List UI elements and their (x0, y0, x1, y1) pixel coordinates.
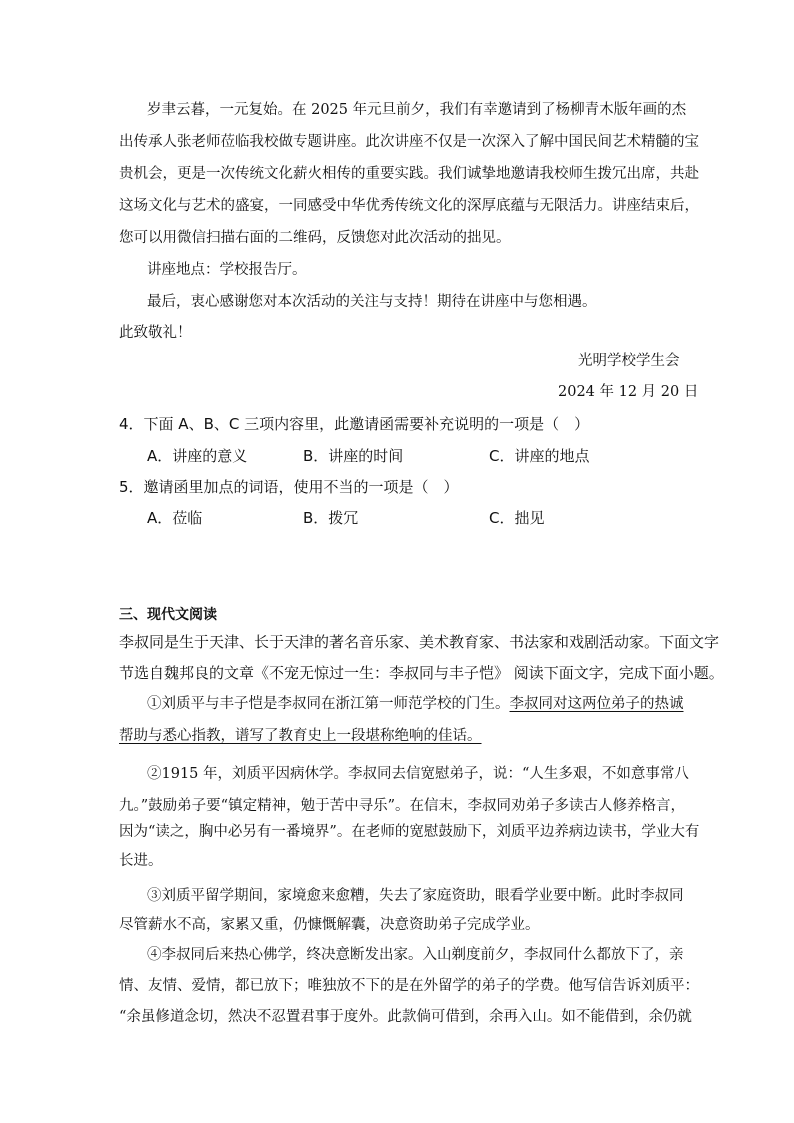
question-4-option-a[interactable]: A．讲座的意义 (147, 447, 248, 465)
letter-line-4: 这场文化与艺术的盛宴，一同感受中华优秀传统文化的深厚底蕴与无限活力。讲座结束后， (119, 198, 699, 214)
question-5-option-a[interactable]: A．莅临 (147, 509, 203, 527)
letter-venue: 讲座地点：学校报告厅。 (147, 262, 307, 278)
letter-line-2: 出传承人张老师莅临我校做专题讲座。此次讲座不仅是一次深入了解中国民间艺术精髓的宝 (119, 134, 699, 150)
paragraph-4-line-1: ④李叔同后来热心佛学，终决意断发出家。入山剃度前夕，李叔同什么都放下了，亲 (147, 947, 684, 963)
paragraph-2-line-2: 九。”鼓励弟子要“镇定精神，勉于苦中寻乐”。在信末，李叔同劝弟子多读古人修养格言， (119, 798, 685, 814)
letter-line-1: 岁聿云暮，一元复始。在 2025 年元旦前夕，我们有幸邀请到了杨柳青木版年画的杰 (147, 102, 687, 118)
question-4-stem: 4．下面 A、B、C 三项内容里，此邀请函需要补充说明的一项是（ ） (119, 415, 590, 433)
section-intro-line-2: 节选自魏邦良的文章《不宠无惊过一生：李叔同与丰子恺》 阅读下面文字，完成下面小题。 (119, 664, 724, 682)
question-5-option-c[interactable]: C．拙见 (489, 509, 545, 527)
paragraph-1-line-2: 帮助与悉心指教，谱写了教育史上一段堪称绝响的佳话。 (119, 728, 482, 744)
paragraph-2-line-3: 因为“读之，胸中必另有一番境界”。在老师的宽慰鼓励下，刘质平边养病边读书，学业大有 (119, 824, 700, 840)
paragraph-1-line-1 (147, 694, 684, 714)
paragraph-3-line-2: 尽管薪水不高，家累又重，仍慷慨解囊，决意资助弟子完成学业。 (119, 917, 540, 933)
paragraph-4-line-3: “余虽修道念切，然决不忍置君事于度外。此款倘可借到，余再入山。如不能借到，余仍就 (119, 1009, 692, 1025)
letter-line-5: 您可以用微信扫描右面的二维码，反馈您对此次活动的拙见。 (119, 230, 511, 246)
paragraph-1-plain: ①刘质平与丰子恺是李叔同在浙江第一师范学校的门生。 (147, 696, 510, 712)
paragraph-2-line-1: ②1915 年，刘质平因病休学。李叔同去信宽慰弟子，说：“人生多艰，不如意事常八 (147, 766, 689, 782)
question-4-option-c[interactable]: C．讲座的地点 (489, 447, 590, 465)
paragraph-1-underlined: 李叔同对这两位弟子的热诚 (509, 696, 684, 712)
letter-signer: 光明学校学生会 (578, 353, 680, 369)
letter-closing: 最后，衷心感谢您对本次活动的关注与支持！期待在讲座中与您相遇。 (147, 294, 597, 310)
question-5-option-b[interactable]: B．拨冗 (303, 509, 359, 527)
letter-salute: 此致敬礼！ (119, 325, 192, 341)
paragraph-4-line-2: 情、友情、爱情，都已放下；唯独放不下的是在外留学的弟子的学费。他写信告诉刘质平： (119, 978, 699, 994)
paragraph-3-line-1: ③刘质平留学期间，家境愈来愈糟，失去了家庭资助，眼看学业要中断。此时李叔同 (147, 888, 684, 904)
letter-line-3: 贵机会，更是一次传统文化薪火相传的重要实践。我们诚挚地邀请我校师生拨冗出席，共赴 (119, 166, 699, 182)
question-4-option-b[interactable]: B．讲座的时间 (303, 447, 404, 465)
question-5-stem: 5．邀请函里加点的词语，使用不当的一项是（ ） (119, 478, 459, 496)
paragraph-2-line-4: 长进。 (119, 853, 163, 869)
letter-date: 2024 年 12 月 20 日 (558, 384, 699, 400)
section-intro-line-1: 李叔同是生于天津、长于天津的著名音乐家、美术教育家、书法家和戏剧活动家。下面文字 (119, 633, 720, 651)
section-heading: 三、现代文阅读 (119, 607, 217, 623)
